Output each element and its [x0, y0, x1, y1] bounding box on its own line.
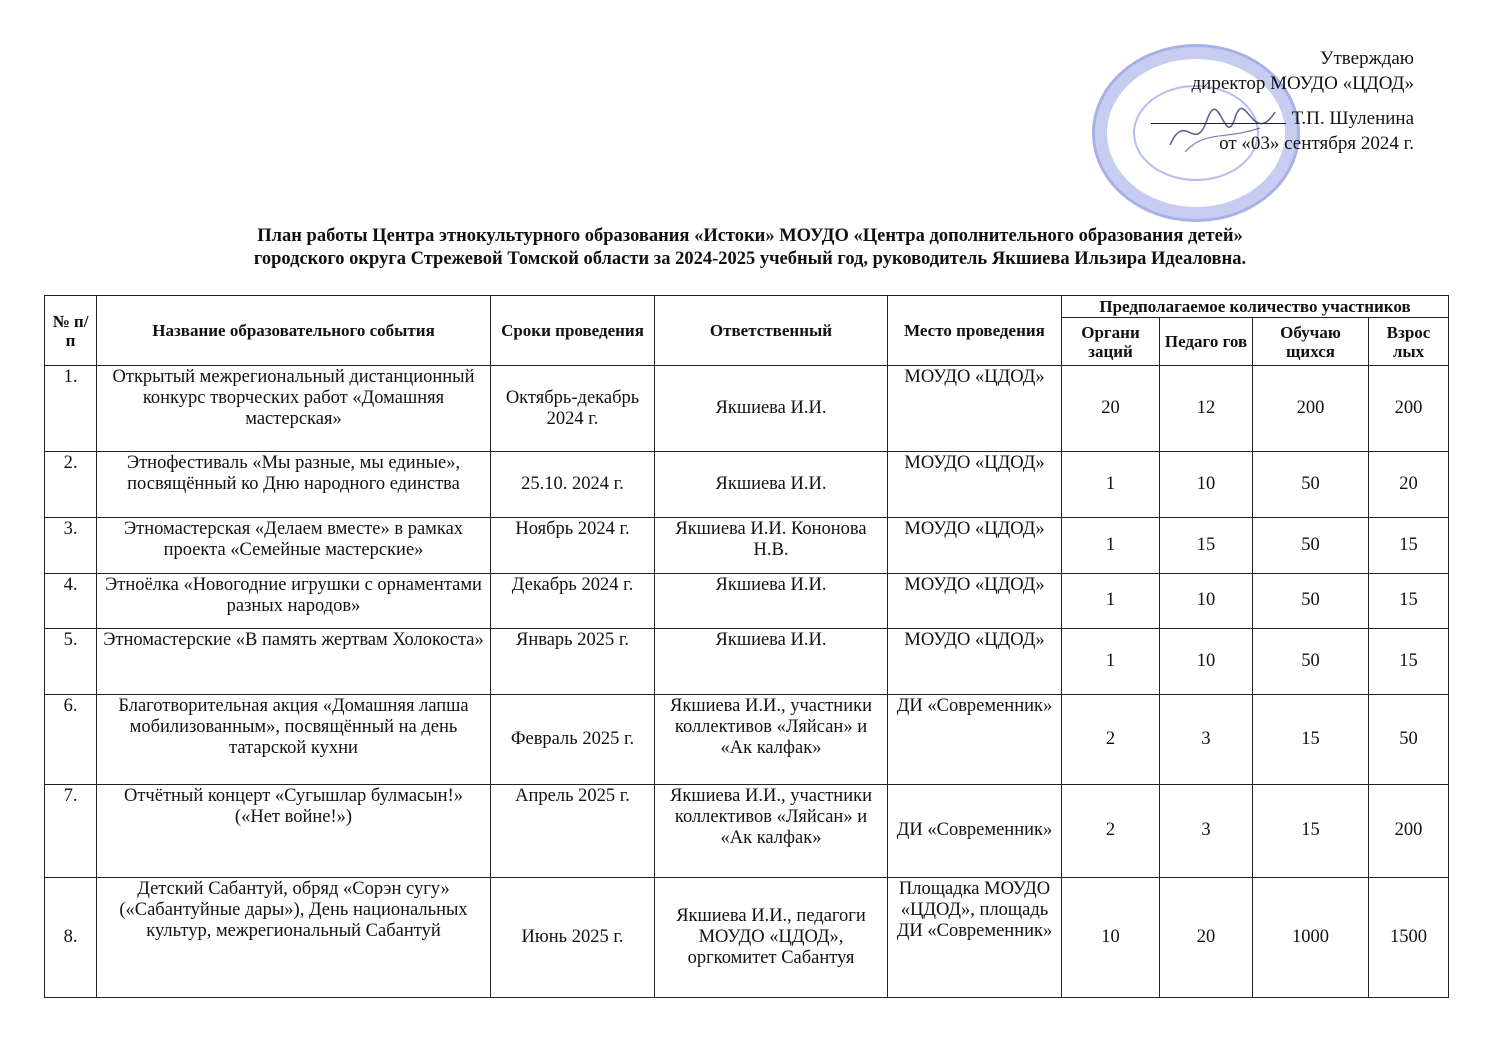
- cell-students: 50: [1253, 573, 1369, 628]
- cell-teachers: 12: [1160, 366, 1253, 452]
- header-teachers: Педаго гов: [1160, 318, 1253, 366]
- cell-adults: 200: [1369, 366, 1449, 452]
- cell-adults: 15: [1369, 629, 1449, 695]
- cell-place: ДИ «Современник»: [888, 785, 1062, 877]
- cell-dates: Октябрь-декабрь 2024 г.: [491, 366, 655, 452]
- cell-adults: 1500: [1369, 877, 1449, 997]
- cell-responsible: Якшиева И.И. Кононова Н.В.: [655, 518, 888, 573]
- cell-num: 8.: [45, 877, 97, 997]
- cell-place: МОУДО «ЦДОД»: [888, 366, 1062, 452]
- header-event: Название образовательного события: [97, 296, 491, 366]
- cell-teachers: 3: [1160, 785, 1253, 877]
- cell-event: Открытый межрегиональный дистанционный конкурс творческих работ «Домашняя мастерская»: [97, 366, 491, 452]
- cell-teachers: 10: [1160, 452, 1253, 518]
- cell-adults: 15: [1369, 518, 1449, 573]
- table-row: [45, 629, 1449, 695]
- table-row: [45, 518, 1449, 573]
- signature-line: [1151, 123, 1286, 124]
- cell-event: Этномастерские «В память жертвам Холокоста»: [97, 629, 491, 695]
- cell-place: МОУДО «ЦДОД»: [888, 573, 1062, 628]
- cell-num: 7.: [45, 785, 97, 877]
- header-num: № п/п: [45, 296, 97, 366]
- approval-line-2: директор МОУДО «ЦДОД»: [1191, 73, 1414, 94]
- cell-responsible: Якшиева И.И.: [655, 629, 888, 695]
- cell-adults: 50: [1369, 694, 1449, 784]
- cell-dates: Февраль 2025 г.: [491, 694, 655, 784]
- header-dates: Сроки проведения: [491, 296, 655, 366]
- cell-place: Площадка МОУДО «ЦДОД», площадь ДИ «Современник»: [888, 877, 1062, 997]
- cell-students: 50: [1253, 452, 1369, 518]
- cell-students: 15: [1253, 694, 1369, 784]
- table-row: [45, 877, 1449, 997]
- cell-num: 3.: [45, 518, 97, 573]
- title-line-2: городского округа Стрежевой Томской области за 2024-2025 учебный год, руководитель Якшиева Ильзира Идеаловна.: [253, 249, 1247, 269]
- header-students: Обучаю щихся: [1253, 318, 1369, 366]
- cell-orgs: 20: [1062, 366, 1160, 452]
- cell-event: Отчётный концерт «Сугышлар булмасын!» («Нет войне!»): [97, 785, 491, 877]
- table-row: [45, 452, 1449, 518]
- cell-students: 50: [1253, 629, 1369, 695]
- cell-students: 15: [1253, 785, 1369, 877]
- header-orgs: Органи заций: [1062, 318, 1160, 366]
- cell-event: Благотворительная акция «Домашняя лапша мобилизованным», посвящённый на день татарской кухни: [97, 694, 491, 784]
- cell-orgs: 1: [1062, 518, 1160, 573]
- cell-event: Этномастерская «Делаем вместе» в рамках проекта «Семейные мастерские»: [97, 518, 491, 573]
- cell-responsible: Якшиева И.И., участники коллективов «Ляйсан» и «Ак калфак»: [655, 694, 888, 784]
- cell-adults: 15: [1369, 573, 1449, 628]
- cell-responsible: Якшиева И.И.: [655, 452, 888, 518]
- cell-students: 1000: [1253, 877, 1369, 997]
- cell-dates: Декабрь 2024 г.: [491, 573, 655, 628]
- cell-students: 50: [1253, 518, 1369, 573]
- approval-signer-line: [1084, 106, 1414, 131]
- cell-teachers: 10: [1160, 573, 1253, 628]
- approval-block: [1084, 46, 1414, 156]
- cell-orgs: 10: [1062, 877, 1160, 997]
- approval-signer: Т.П. Шуленина: [1291, 108, 1414, 129]
- cell-place: МОУДО «ЦДОД»: [888, 452, 1062, 518]
- approval-line-1: Утверждаю: [1320, 48, 1414, 69]
- cell-teachers: 10: [1160, 629, 1253, 695]
- cell-orgs: 2: [1062, 694, 1160, 784]
- cell-dates: Апрель 2025 г.: [491, 785, 655, 877]
- header-participants: Предполагаемое количество участников: [1062, 296, 1449, 318]
- cell-responsible: Якшиева И.И., педагоги МОУДО «ЦДОД», оргкомитет Сабантуя: [655, 877, 888, 997]
- approval-date: от «03» сентября 2024 г.: [1219, 133, 1414, 154]
- title-line-1: План работы Центра этнокультурного образования «Истоки» МОУДО «Центра дополнительного образования детей»: [257, 226, 1243, 246]
- cell-teachers: 15: [1160, 518, 1253, 573]
- cell-place: МОУДО «ЦДОД»: [888, 629, 1062, 695]
- cell-teachers: 20: [1160, 877, 1253, 997]
- cell-num: 6.: [45, 694, 97, 784]
- table-row: [45, 573, 1449, 628]
- cell-event: Детский Сабантуй, обряд «Сорэн сугу» («Сабантуйные дары»), День национальных культур, межрегиональный Сабантуй: [97, 877, 491, 997]
- cell-dates: Июнь 2025 г.: [491, 877, 655, 997]
- cell-dates: 25.10. 2024 г.: [491, 452, 655, 518]
- table-row: [45, 785, 1449, 877]
- cell-dates: Ноябрь 2024 г.: [491, 518, 655, 573]
- cell-adults: 20: [1369, 452, 1449, 518]
- table-row: [45, 366, 1449, 452]
- cell-orgs: 2: [1062, 785, 1160, 877]
- cell-place: ДИ «Современник»: [888, 694, 1062, 784]
- cell-num: 4.: [45, 573, 97, 628]
- cell-dates: Январь 2025 г.: [491, 629, 655, 695]
- header-responsible: Ответственный: [655, 296, 888, 366]
- cell-orgs: 1: [1062, 452, 1160, 518]
- header-place: Место проведения: [888, 296, 1062, 366]
- cell-num: 2.: [45, 452, 97, 518]
- table-row: [45, 694, 1449, 784]
- cell-adults: 200: [1369, 785, 1449, 877]
- cell-teachers: 3: [1160, 694, 1253, 784]
- cell-num: 1.: [45, 366, 97, 452]
- cell-responsible: Якшиева И.И., участники коллективов «Ляйсан» и «Ак калфак»: [655, 785, 888, 877]
- cell-event: Этнофестиваль «Мы разные, мы единые», посвящённый ко Дню народного единства: [97, 452, 491, 518]
- cell-num: 5.: [45, 629, 97, 695]
- cell-orgs: 1: [1062, 573, 1160, 628]
- cell-orgs: 1: [1062, 629, 1160, 695]
- plan-table: [44, 295, 1449, 998]
- document-title: [40, 225, 1460, 271]
- cell-place: МОУДО «ЦДОД»: [888, 518, 1062, 573]
- cell-responsible: Якшиева И.И.: [655, 573, 888, 628]
- cell-event: Этноёлка «Новогодние игрушки с орнаментами разных народов»: [97, 573, 491, 628]
- cell-students: 200: [1253, 366, 1369, 452]
- cell-responsible: Якшиева И.И.: [655, 366, 888, 452]
- header-adults: Взрос лых: [1369, 318, 1449, 366]
